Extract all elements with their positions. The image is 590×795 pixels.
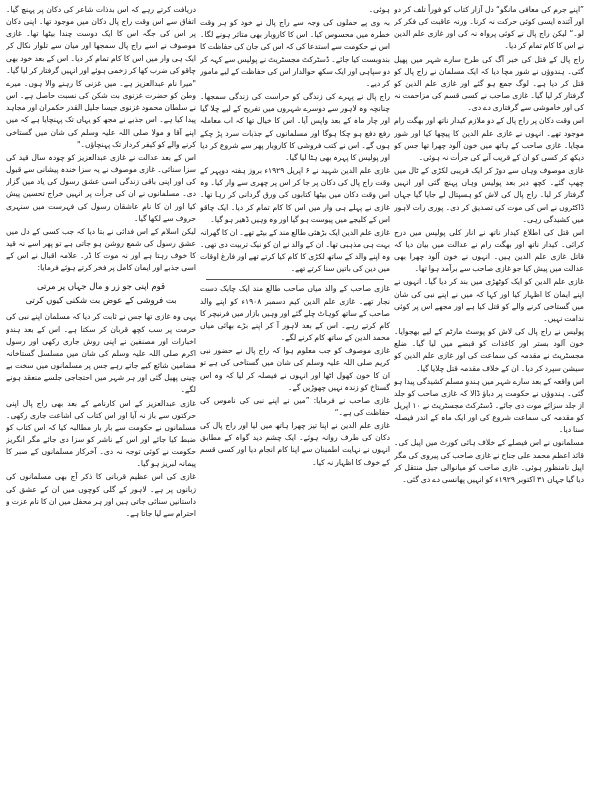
paragraph: غازی علم الدین ایک بڑھئی طالع مند کے بیٹے تھے۔ ان کا گھرانہ بہت ہی مذہبی تھا۔ ان کے والد نے ان کو نیک تربیت دی تھی۔ وہ اپنے والد کے ساتھ لکڑی کا کام کیا کرتے تھے اور فارغ اوقات میں دین کی باتیں سنا کرتے تھے۔: [200, 227, 390, 274]
column-middle: [200, 4, 390, 790]
paragraph: غازی عبدالعزیز کے اس کارنامے کے بعد بھی راج پال اپنی حرکتوں سے باز نہ آیا اور اس کتاب کی اشاعت جاری رکھی۔ مسلمانوں نے حکومت سے بار بار مطالبہ کیا کہ اس کتاب کو ضبط کیا جائے اور اس کے ناشر کو سزا دی جائے مگر انگریز حکومت نے کوئی توجہ نہ دی۔ آخرکار مسلمانوں کے صبر کا پیمانہ لبریز ہو گیا۔: [6, 398, 196, 469]
paragraph: مسلمانوں نے اس فیصلے کے خلاف ہائی کورٹ میں اپیل کی۔ قائد اعظم محمد علی جناح نے غازی صاحب کی پیروی کی مگر اپیل نامنظور ہوئی۔ غازی صاحب کو میانوالی جیل منتقل کر دیا گیا جہاں ۳۱ اکتوبر ۱۹۲۹ء کو انہیں پھانسی دے دی گئی۔: [394, 438, 584, 484]
verse-line: بت فروشی کے عوض بت شکنی کیوں کرتی: [25, 295, 177, 306]
paragraph: "میرا نام عبدالعزیز ہے۔ میں غزنی کا رہنے والا ہوں۔ میرے وطن کو حضرت غزنوی بت شکن کی نسبت حاصل ہے۔ اس نے سلطان محمود غزنوی جیسا جلیل القدر حکمران اور مجاہد پیدا کیا ہے۔ اس جذبے نے مجھ کو یہاں تک پہنچایا ہے کہ میں اپنے آقا و مولا صلی اللہ علیہ وسلم کی شان میں گستاخی کرنے والے کو کیفر کردار تک پہنچاؤں۔": [6, 78, 196, 149]
divider: [206, 279, 384, 280]
paragraph: ہوئی۔: [368, 5, 390, 14]
paragraph: پولیس نے راج پال کی لاش کو پوسٹ مارٹم کے لیے بھجوایا۔ خون آلود بستر اور کاغذات کو قبضے میں لیا گیا۔ ضلع مجسٹریٹ نے مقدمہ کی سماعت کی اور غازی علم الدین کو سیشن سپرد کر دیا۔ ان کے خلاف مقدمہ قتل چلایا گیا۔: [394, 327, 584, 373]
paragraph: یہی وہ غازی تھا جس نے ثابت کر دیا کہ مسلمان اپنے نبی کی حرمت پر سب کچھ قربان کر سکتا ہے۔ اس کے بعد ہندو اخبارات اور مصنفین نے اپنی روش جاری رکھی اور رسول اکرم صلی اللہ علیہ وسلم کی شان میں مسلسل گستاخانہ مضامین شائع کیے جاتے رہے جس پر مسلمانوں میں سخت بے چینی پھیل گئی اور ہر شہر میں احتجاجی جلسے منعقد ہونے لگے۔: [6, 312, 196, 395]
paragraph: غازی موصوف کو جب معلوم ہوا کہ راج پال نے حضور نبی کریم صلی اللہ علیہ وسلم کی شان میں گستاخی کی ہے تو ان کا خون کھول اٹھا اور انہوں نے فیصلہ کر لیا کہ وہ اس گستاخ کو زندہ نہیں چھوڑیں گے۔: [200, 346, 390, 392]
paragraph: غازی کی اس عظیم قربانی کا ذکر آج بھی مسلمانوں کی زبانوں پر ہے۔ لاہور کے گلی کوچوں میں ان کے عشق کی داستانیں سنائی جاتی ہیں اور ہر محفل میں ان کا نام عزت و احترام سے لیا جاتا ہے۔: [6, 472, 196, 518]
poetry-couplet: [6, 279, 196, 307]
verse-line: قوم اپنی جو زر و مال جہاں پر مرتی: [37, 281, 165, 292]
paragraph: راج پال کے قتل کی خبر آگ کی طرح سارے شہر میں پھیل گئی۔ ہندوؤں نے شور مچا دیا کہ ایک مسلمان نے راج پال کو قتل کر دیا ہے۔ لوگ جمع ہو گئے اور غازی علم الدین کو گرفتار کر لیا گیا۔ غازی صاحب نے کسی قسم کی مزاحمت نہ کی اور خاموشی سے گرفتاری دے دی۔: [394, 54, 584, 113]
paragraph: غازی علم الدین شہید نے ۶ اپریل ۱۹۲۹ء بروز ہفتہ دوپہر کے وقت راج پال کی دکان پر جا کر اس پر چھری سے وار کیا۔ وہ اس وقت دکان میں بیٹھا کتابوں کی ورق گردانی کر رہا تھا۔ غازی نے پہلے ہی وار میں اس کا کام تمام کر دیا۔ ایک چاقو اس کے کلیجے میں پیوست ہو گیا اور وہ وہیں ڈھیر ہو گیا۔: [200, 166, 390, 224]
paragraph: اس واقعہ کے بعد سارے شہر میں ہندو مسلم کشیدگی پیدا ہو گئی۔ ہندوؤں نے حکومت پر دباؤ ڈالا کہ غازی صاحب کو جلد از جلد سزائے موت دی جائے۔ ڈسٹرکٹ مجسٹریٹ نے ۱۰ اپریل کو مقدمہ کی سماعت شروع کی اور ایک ماہ کے اندر فیصلہ سنا دیا۔: [394, 376, 584, 435]
paragraph: غازی علم الدین کو ایک کوٹھڑی میں بند کر دیا گیا۔ انہوں نے اپنے ایمان کا اظہار کیا اور کہا کہ میں نے اپنے نبی کی شان میں گستاخی کرنے والے کو قتل کیا ہے اور مجھے اس پر کوئی ندامت نہیں۔: [394, 277, 584, 323]
paragraph: غازی موصوف وہاں سے دوڑ کر ایک قریبی لکڑی کے ٹال میں چھپ گئے۔ کچھ دیر بعد پولیس وہاں پہنچ گئی اور انہیں گرفتار کر لیا۔ راج پال کی لاش کو ہسپتال لے جایا گیا جہاں ڈاکٹروں نے اس کی موت کی تصدیق کر دی۔ پوری رات لاہور میں کشیدگی رہی۔: [394, 166, 584, 224]
paragraph: ”اپنے جرم کی معافی مانگو“ دل آزار کتاب کو فوراً تلف کر دو اور آئندہ ایسی کوئی حرکت نہ کرنا۔ ورنہ عاقبت کی فکر کر لو۔“ لیکن راج پال نے کوئی پرواہ نہ کی اور غازی علم الدین نے اس کا کام تمام کر دیا۔: [394, 5, 584, 51]
newspaper-page: [6, 4, 584, 790]
paragraph: بہ وی پے حملوں کی وجہ سے راج پال نے خود کو ہر وقت خطرہ میں محسوس کیا۔ اس کا کاروبار بھی متاثر ہونے لگا۔ اس نے حکومت سے استدعا کی کہ اس کی جان کی حفاظت کا بندوبست کیا جائے۔ ڈسٹرکٹ مجسٹریٹ نے پولیس سے کہہ کر دو سپاہی اور ایک سکھ حوالدار اس کی حفاظت کے لیے مامور کر دیے۔: [200, 18, 390, 88]
paragraph: لیکن اسلام کے اس فدائی نے بتا دیا کہ جب کسی کے دل میں عشق رسول کی شمع روشن ہو جاتی ہے تو پھر اسے نہ قید کا خوف رہتا ہے اور نہ موت کا ڈر۔ علامہ اقبال نے اس کے اسی جذبے اور ایمان کامل پر فخر کرتے ہوئے فرمایا:: [6, 226, 196, 273]
paragraph: اس قتل کی اطلاع کیدار ناتھ نے انار کلی پولیس میں درج کرائی۔ کیدار ناتھ اور بھگت رام نے عدالت میں بیان دیا کہ قاتل غازی علم الدین ہیں۔ انہوں نے خون آلود چھرا بھی عدالت میں پیش کیا جو غازی صاحب سے برآمد ہوا تھا۔: [394, 227, 584, 274]
paragraph: اس وقت دکان پر راج پال کے دو ملازم کیدار ناتھ اور بھگت رام موجود تھے۔ انہوں نے غازی علم الدین کا پیچھا کیا اور شور مچایا۔ غازی صاحب کے ہاتھ میں خون آلود چھرا تھا جس کو دیکھ کر کسی کو ان کے قریب آنے کی جرأت نہ ہوئی۔: [394, 116, 584, 162]
paragraph: غازی علم الدین نے اپنا تیز چھرا ہاتھ میں لیا اور راج پال کی دکان کی طرف روانہ ہوئے۔ ایک چشم دید گواہ کے مطابق انہوں نے نہایت اطمینان سے اپنا کام انجام دیا اور کسی قسم کے خوف کا اظہار نہ کیا۔: [200, 421, 390, 467]
paragraph: غازی صاحب کے والد میاں صاحب طالع مند ایک چابک دست نجار تھے۔ غازی علم الدین کیم دسمبر ۱۹۰۸ء کو اپنے والد صاحب کے ساتھ کوہاٹ چلے گئے اور وہیں بازار میں فرنیچر کا کام کرتے رہے۔ اس کے بعد لاہور آ کر اپنے بڑے بھائی میاں محمد الدین کے ساتھ کام کرنے لگے۔: [200, 284, 390, 343]
paragraph: دریافت کرتے رہے کہ اس بدذات شاعر کی دکان پر پہنچ گیا۔ اتفاق سے اس وقت راج پال دکان میں موجود تھا۔ اپنی دکان پر اس کی جگہ اس کا ایک دوست چندا بیٹھا تھا۔ غازی موصوف نے اسے راج پال سمجھا اور میان سے تلوار نکال کر ایک ہی وار میں اس کا کام تمام کر دیا۔ اس کے بعد خود بھی چاقو کی ضرب کھا کر زخمی ہوئے اور انہیں گرفتار کر لیا گیا۔: [6, 5, 196, 75]
paragraph: راج پال نے پہرے کی زندگی کو حراست کی زندگی سمجھا۔ چنانچہ وہ لاہور سے دوسرے شہروں میں تفریح کے لیے چلا گیا اور چار ماہ کے بعد واپس آیا۔ اس کا خیال تھا کہ اب معاملہ رفع دفع ہو چکا ہوگا اور مسلمانوں کے جذبات سرد پڑ چکے ہوں گے۔ اس نے کتب فروشی کا کاروبار پھر سے شروع کر دیا اور پولیس کا پہرہ بھی ہٹا لیا گیا۔: [200, 92, 390, 162]
column-right: [6, 4, 196, 790]
column-left: [394, 4, 584, 790]
paragraph: اس کے بعد عدالت نے غازی عبدالعزیز کو چودہ سال قید کی سزا سنائی۔ غازی موصوف نے یہ سزا خندہ پیشانی سے قبول کی اور اپنی باقی زندگی اسی عشق رسول کی یاد میں گزار دی۔ مسلمانوں نے ان کی جرأت پر انہیں خراج تحسین پیش کیا اور ان کا نام عاشقان رسول کی فہرست میں سنہری حروف سے لکھا گیا۔: [6, 152, 196, 223]
paragraph: غازی صاحب نے فرمایا: ”میں نے اپنے نبی کی ناموس کی حفاظت کی ہے۔“: [200, 395, 390, 417]
